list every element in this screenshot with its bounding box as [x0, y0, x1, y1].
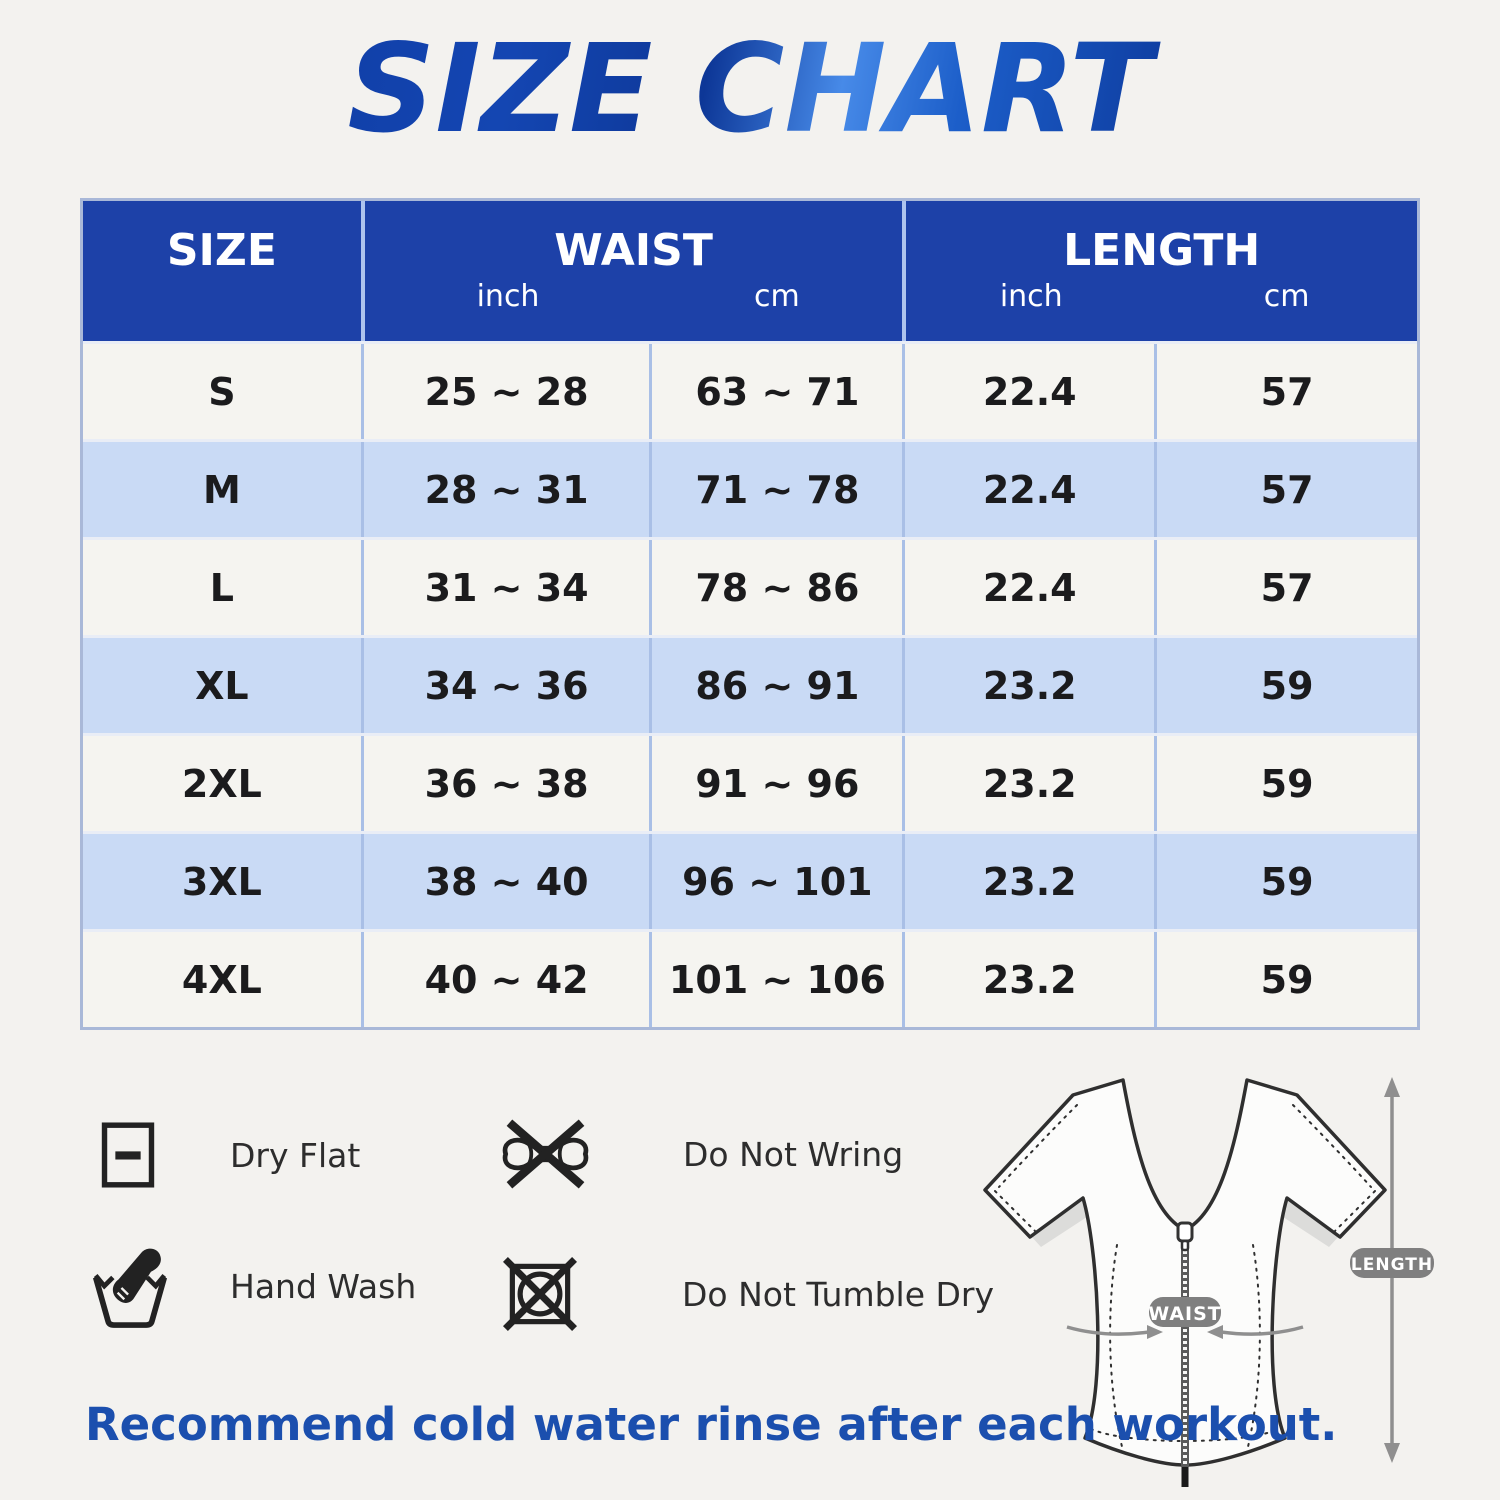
table-row-3xl [83, 834, 1417, 929]
waist-badge-label: WAIST [1148, 1303, 1222, 1325]
cell-waist-cm: 71 ~ 78 [649, 442, 902, 537]
header-label-waist: WAIST [554, 225, 713, 276]
cell-length-cm: 57 [1154, 442, 1417, 537]
cell-length-inch: 22.4 [902, 540, 1154, 635]
cell-size: 2XL [83, 736, 361, 831]
cell-waist-cm: 86 ~ 91 [649, 638, 902, 733]
cell-length-cm: 59 [1154, 834, 1417, 929]
cell-waist-inch: 31 ~ 34 [361, 540, 650, 635]
unit-label-length-inch: inch [999, 279, 1063, 314]
cell-length-inch: 23.2 [902, 834, 1154, 929]
cell-waist-inch: 28 ~ 31 [361, 442, 650, 537]
cell-length-inch: 23.2 [902, 736, 1154, 831]
header-length-units [906, 279, 1417, 315]
unit-label-length-cm: cm [1263, 279, 1310, 314]
cell-length-inch: 23.2 [902, 638, 1154, 733]
table-row-l [83, 540, 1417, 635]
cell-length-inch: 22.4 [902, 442, 1154, 537]
table-row-2xl [83, 736, 1417, 831]
cell-waist-inch: 40 ~ 42 [361, 932, 650, 1027]
page-title: SIZE CHART [0, 22, 1500, 156]
hand-wash-icon [90, 1243, 170, 1329]
footer-note: Recommend cold water rinse after each workout. [85, 1398, 1338, 1451]
cell-waist-cm: 96 ~ 101 [649, 834, 902, 929]
cell-length-cm: 57 [1154, 344, 1417, 439]
cell-size: S [83, 344, 361, 439]
waist-badge [1148, 1297, 1222, 1327]
cell-waist-inch: 34 ~ 36 [361, 638, 650, 733]
care-item-do-not-wring [498, 1117, 903, 1191]
table-row-s [83, 344, 1417, 439]
cell-size: M [83, 442, 361, 537]
care-label: Hand Wash [230, 1266, 417, 1306]
unit-label-waist-inch: inch [476, 279, 540, 314]
table-row-m [83, 442, 1417, 537]
cell-length-cm: 59 [1154, 932, 1417, 1027]
unit-label-waist-cm: cm [753, 279, 800, 314]
dry-flat-icon [100, 1120, 156, 1190]
cell-waist-cm: 91 ~ 96 [649, 736, 902, 831]
header-waist-units [365, 279, 903, 315]
cell-waist-cm: 101 ~ 106 [649, 932, 902, 1027]
care-label: Dry Flat [230, 1135, 361, 1175]
header-label-length: LENGTH [1063, 225, 1261, 276]
cell-length-inch: 22.4 [902, 344, 1154, 439]
length-badge [1350, 1248, 1434, 1278]
header-label-size: SIZE [166, 225, 277, 276]
cell-length-cm: 59 [1154, 736, 1417, 831]
cell-size: 3XL [83, 834, 361, 929]
header-cell-length [902, 201, 1417, 341]
cell-size: XL [83, 638, 361, 733]
care-item-dry-flat [100, 1120, 360, 1190]
cell-waist-inch: 36 ~ 38 [361, 736, 650, 831]
header-cell-waist [361, 201, 903, 341]
do-not-tumble-dry-icon [502, 1255, 578, 1333]
cell-waist-cm: 63 ~ 71 [649, 344, 902, 439]
cell-waist-inch: 25 ~ 28 [361, 344, 650, 439]
cell-waist-inch: 38 ~ 40 [361, 834, 650, 929]
do-not-wring-icon [498, 1117, 593, 1191]
cell-size: L [83, 540, 361, 635]
length-badge-label: LENGTH [1350, 1255, 1434, 1275]
cell-length-cm: 59 [1154, 638, 1417, 733]
table-row-4xl [83, 932, 1417, 1027]
care-item-hand-wash [90, 1243, 416, 1329]
size-table [80, 198, 1420, 1030]
care-label: Do Not Wring [683, 1134, 904, 1174]
cell-length-cm: 57 [1154, 540, 1417, 635]
care-item-do-not-tumble-dry [502, 1255, 994, 1333]
cell-waist-cm: 78 ~ 86 [649, 540, 902, 635]
table-header-row [83, 201, 1417, 341]
care-label: Do Not Tumble Dry [682, 1274, 995, 1314]
cell-size: 4XL [83, 932, 361, 1027]
table-row-xl [83, 638, 1417, 733]
cell-length-inch: 23.2 [902, 932, 1154, 1027]
header-cell-size [83, 201, 361, 341]
